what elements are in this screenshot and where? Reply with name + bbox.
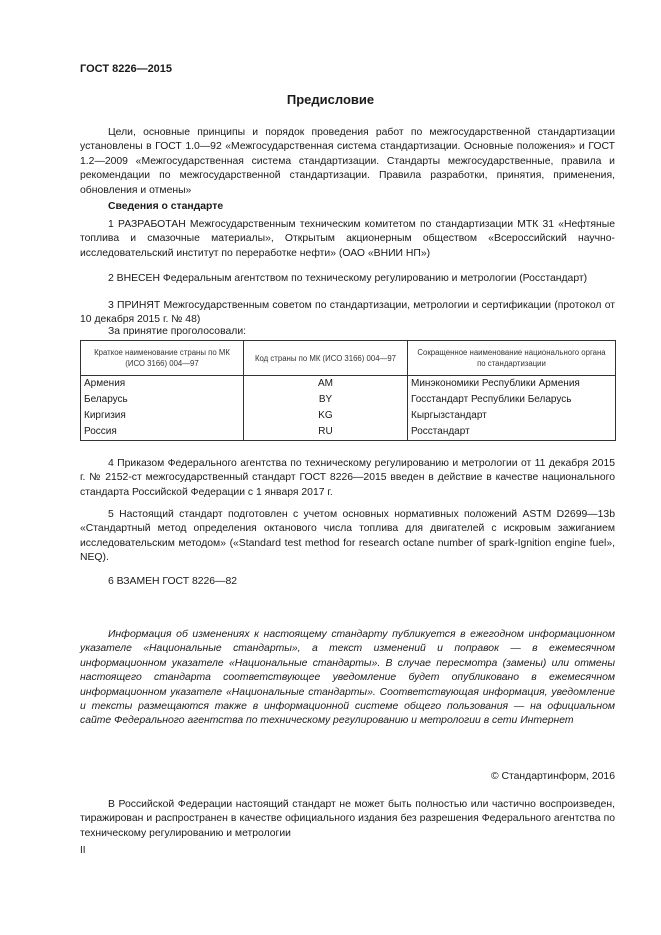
column-header-body: Сокращенное наименование национального органа по стандартизации [408, 341, 616, 376]
item-3-adopted: 3 ПРИНЯТ Межгосударственным советом по стандартизации, метрологии и сертификации (протокол от 10 декабря 2015 г. № 48) [80, 300, 615, 326]
reproduction-notice: В Российской Федерации настоящий стандарт не может быть полностью или частично воспроизведен, тиражирован и распространен в качестве официального издания без разрешения Федерального агентства по техническому регулированию и метрологии [80, 799, 615, 839]
cell-body: Минэкономики Республики Армения [408, 376, 616, 393]
intro-paragraph: Цели, основные принципы и порядок проведения работ по межгосударственной стандартизации установлены в ГОСТ 1.0—92 «Межгосударственная система стандартизации. Основные положения» и ГОСТ 1.2—2009 «Межгосударственная система стандартизации. Стандарты межгосударственные, правила и рекомендации по межгосударственной стандартизации. Правила разработки, принятия, применения, обновления и отмены» [80, 127, 615, 196]
page-title: Предисловие [286, 92, 375, 107]
cell-body: Кыргызстандарт [408, 408, 616, 424]
cell-code: AM [244, 376, 408, 393]
column-header-code: Код страны по МК (ИСО 3166) 004—97 [244, 341, 408, 376]
page-number: II [80, 845, 86, 856]
column-header-country: Краткое наименование страны по МК (ИСО 3166) 004—97 [81, 341, 244, 376]
table-row [81, 424, 616, 441]
copyright-notice: © Стандартинформ, 2016 [490, 771, 615, 782]
document-header: ГОСТ 8226—2015 [80, 63, 173, 75]
cell-country: Киргизия [81, 408, 244, 424]
cell-code: KG [244, 408, 408, 424]
cell-country: Армения [81, 376, 244, 393]
changes-info-paragraph: Информация об изменениях к настоящему стандарту публикуется в ежегодном информационном указателе «Национальные стандарты», а текст изменений и поправок — в ежемесячном информационном указателе «Национальные стандарты». В случае пересмотра (замены) или отмены настоящего стандарта соответствующее уведомление будет опубликовано в ежемесячном информационном указателе «Национальные стандарты». Соответствующая информация, уведомление и тексты размещаются также в информационной системе общего пользования — на официальном сайте Федерального агентства по техническому регулированию и метрологии в сети Интернет [80, 629, 615, 727]
cell-body: Госстандарт Республики Беларусь [408, 392, 616, 408]
item-2-submitted: 2 ВНЕСЕН Федеральным агентством по техническому регулированию и метрологии (Росстандарт) [108, 273, 588, 284]
cell-code: BY [244, 392, 408, 408]
table-row [81, 392, 616, 408]
table-row [81, 408, 616, 424]
cell-country: Россия [81, 424, 244, 441]
cell-code: RU [244, 424, 408, 441]
item-1-developed: 1 РАЗРАБОТАН Межгосударственным техническим комитетом по стандартизации МТК 31 «Нефтяные топлива и смазочные материалы», Открытым акционерным обществом «Всероссийский научно-исследовательский институт по переработке нефти» (ОАО «ВНИИ НП») [80, 219, 615, 259]
item-5-prepared: 5 Настоящий стандарт подготовлен с учетом основных нормативных положений ASTM D2699—13b «Стандартный метод определения октанового числа топлива для двигателей с искровым зажиганием исследовательским методом» («Standard test method for research octane number of spark-Ignition engine fuel», NEQ). [80, 509, 615, 564]
table-header-row [81, 341, 616, 376]
item-4-order: 4 Приказом Федерального агентства по техническому регулированию и метрологии от 11 декабря 2015 г. № 2152-ст межгосударственный стандарт ГОСТ 8226—2015 введен в действие в качестве национального стандарта Российской Федерации с 1 января 2017 г. [80, 458, 615, 498]
cell-body: Росстандарт [408, 424, 616, 441]
voting-table [80, 340, 616, 441]
voted-label: За принятие проголосовали: [108, 326, 247, 337]
item-6-replaces: 6 ВЗАМЕН ГОСТ 8226—82 [108, 576, 238, 587]
table-row [81, 376, 616, 393]
cell-country: Беларусь [81, 392, 244, 408]
section-heading: Сведения о стандарте [108, 201, 224, 212]
